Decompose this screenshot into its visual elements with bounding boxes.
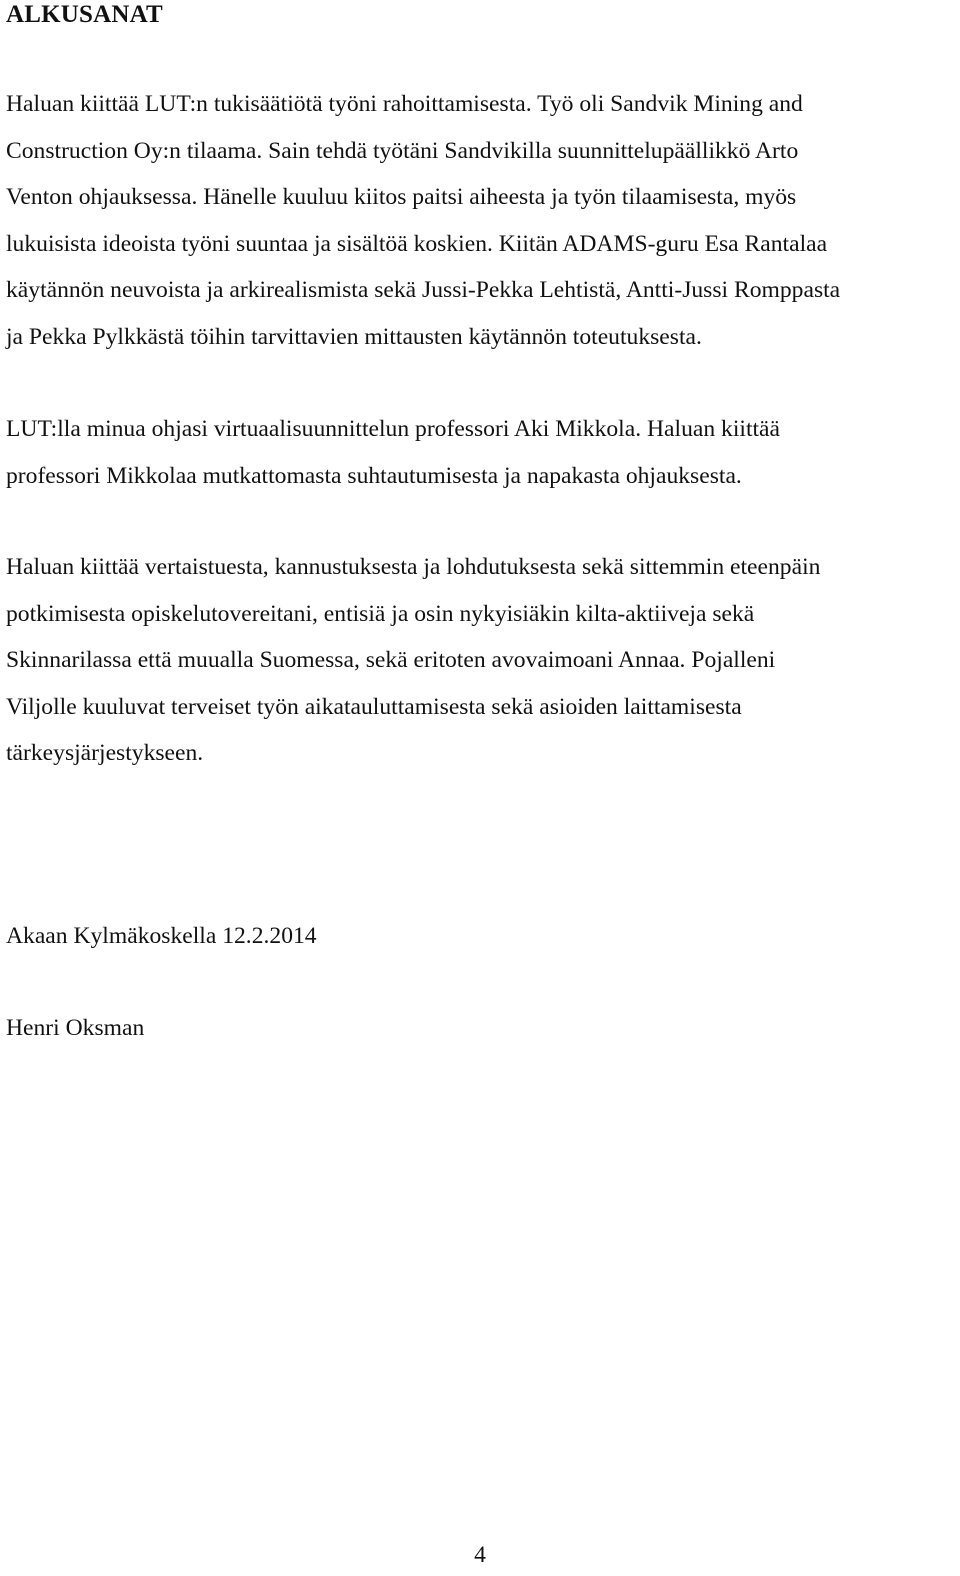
page-number: 4 — [474, 1542, 486, 1568]
text-line: LUT:lla minua ohjasi virtuaalisuunnittelun professori Aki Mikkola. Haluan kiittää — [6, 416, 780, 442]
text-line: Haluan kiittää LUT:n tukisäätiötä työni rahoittamisesta. Työ oli Sandvik Mining and — [6, 91, 803, 117]
text-line: professori Mikkolaa mutkattomasta suhtautumisesta ja napakasta ohjauksesta. — [6, 462, 742, 489]
text-line: Construction Oy:n tilaama. Sain tehdä työtäni Sandvikilla suunnittelupäällikkö Arto — [6, 137, 799, 164]
paragraph-acknowledgements-funding — [6, 81, 840, 360]
text-line: tärkeysjärjestykseen. — [6, 740, 204, 766]
text-line: Venton ohjauksessa. Hänelle kuuluu kiitos paitsi aiheesta ja työn tilaamisesta, myös — [6, 184, 797, 210]
text-line: lukuisista ideoista työni suuntaa ja sisältöä koskien. Kiitän ADAMS-guru Esa Rantalaa — [6, 230, 828, 257]
paragraph-acknowledgements-peers — [6, 544, 820, 777]
paragraph-acknowledgements-supervisor — [6, 406, 780, 499]
text-line: potkimisesta opiskelutovereitani, entisiä ja osin nykyisiäkin kilta-aktiiveja sekä — [6, 600, 755, 627]
author-name: Henri Oksman — [6, 1015, 145, 1041]
text-line: käytännön neuvoista ja arkirealismista sekä Jussi-Pekka Lehtistä, Antti-Jussi Romppasta — [6, 277, 841, 303]
place-and-date: Akaan Kylmäkoskella 12.2.2014 — [6, 923, 317, 949]
page-title: ALKUSANAT — [6, 1, 163, 28]
text-line: Viljolle kuuluvat terveiset työn aikatauluttamisesta sekä asioiden laittamisesta — [6, 693, 742, 720]
text-line: Skinnarilassa että muualla Suomessa, sekä eritoten avovaimoani Annaa. Pojalleni — [6, 647, 776, 673]
text-line: Haluan kiittää vertaistuesta, kannustuksesta ja lohdutuksesta sekä sittemmin eteenpäin — [6, 554, 821, 580]
text-line: ja Pekka Pylkkästä töihin tarvittavien mittausten käytännön toteutuksesta. — [6, 323, 702, 350]
